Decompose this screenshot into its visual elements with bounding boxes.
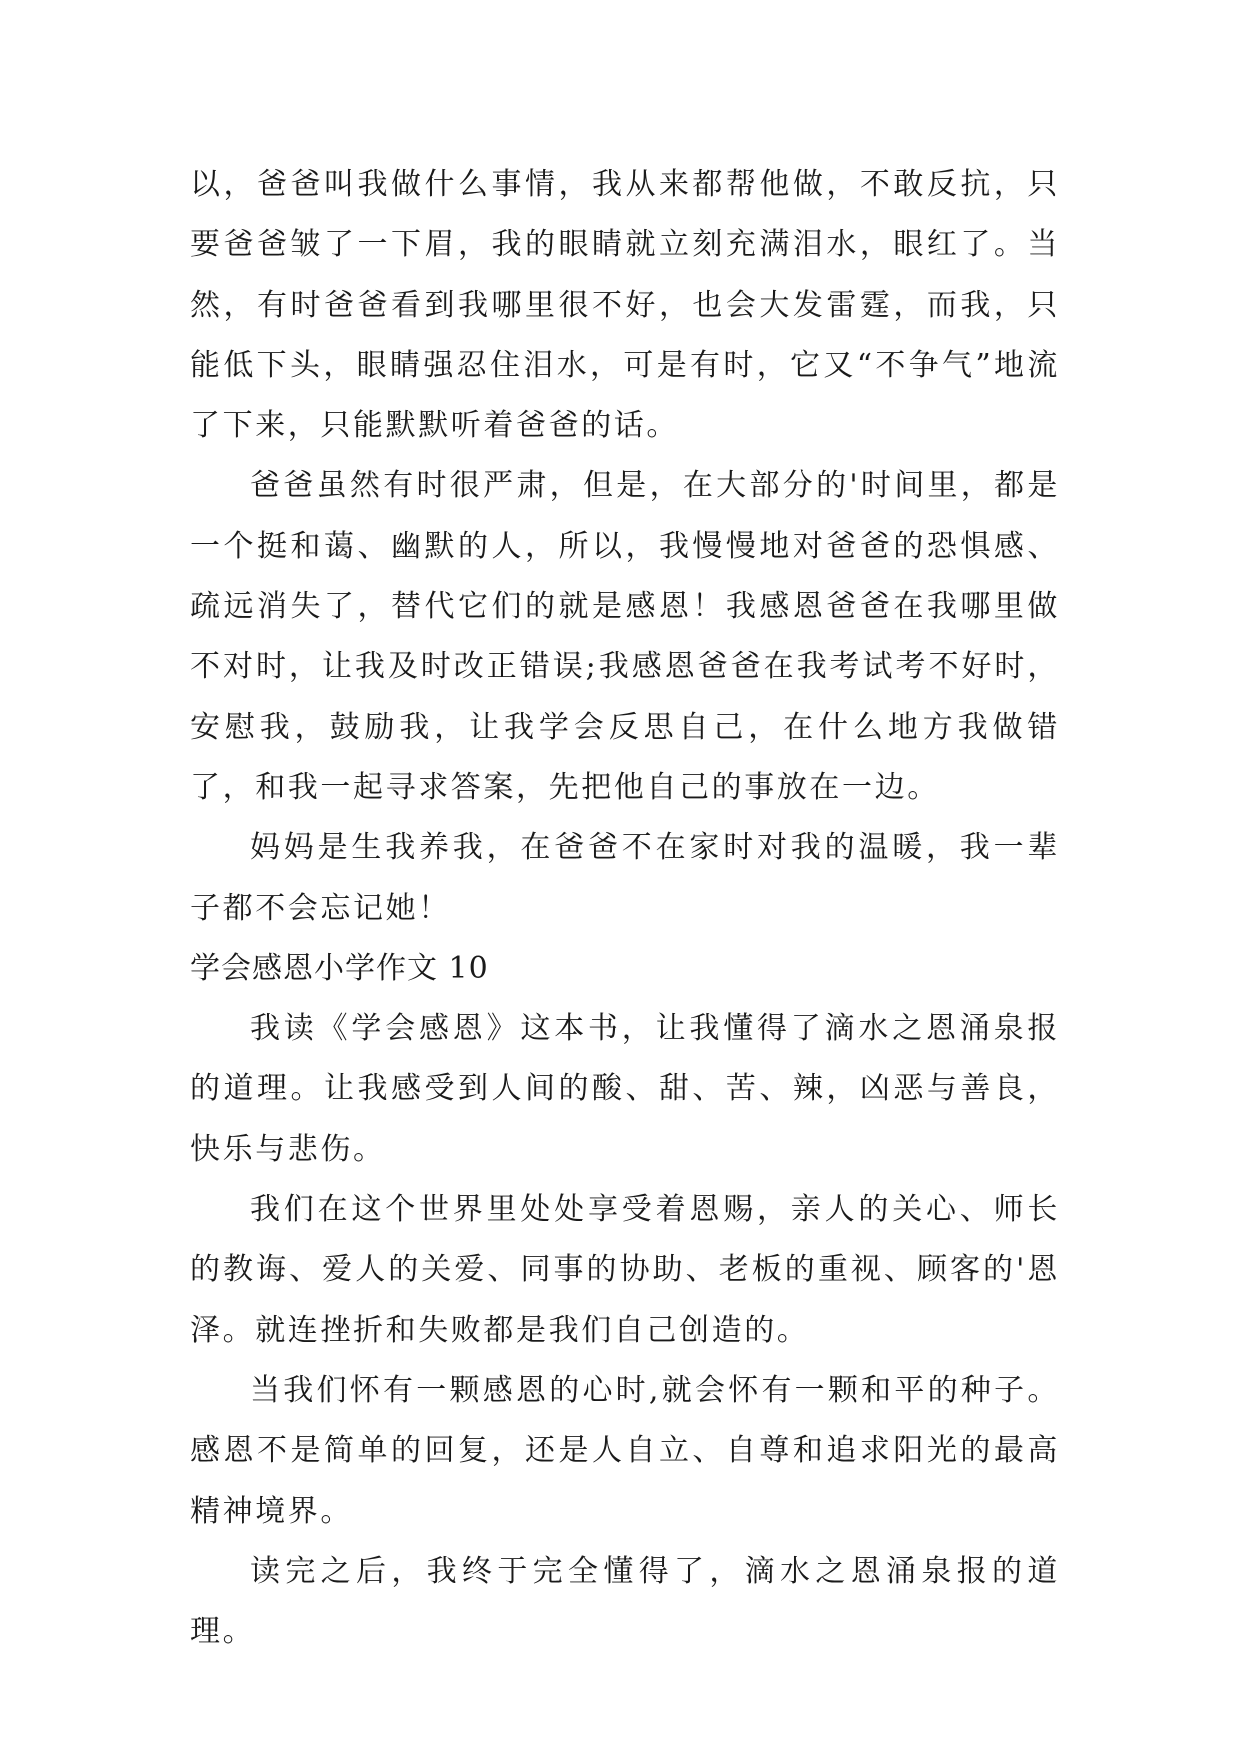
paragraph: 读完之后，我终于完全懂得了，滴水之恩涌泉报的道理。	[190, 1553, 1060, 1650]
paragraph: 当我们怀有一颗感恩的心时,就会怀有一颗和平的种子。感恩不是简单的回复，还是人自立、自尊和追求阳光的最高精神境界。	[190, 1372, 1060, 1529]
section-heading: 学会感恩小学作文 10	[190, 950, 489, 986]
paragraph-continued: 以，爸爸叫我做什么事情，我从来都帮他做，不敢反抗，只要爸爸皱了一下眉，我的眼睛就立刻充满泪水，眼红了。当然，有时爸爸看到我哪里很不好，也会大发雷霆，而我，只能低下头，眼睛强忍住泪水，可是有时，它又“不争气”地流了下来，只能默默听着爸爸的话。	[190, 167, 1060, 444]
document-page	[190, 155, 1060, 1662]
paragraph: 我们在这个世界里处处享受着恩赐，亲人的关心、师长的教诲、爱人的关爱、同事的协助、老板的重视、顾客的'恩泽。就连挫折和失败都是我们自己创造的。	[190, 1192, 1060, 1348]
paragraph: 我读《学会感恩》这本书，让我懂得了滴水之恩涌泉报的道理。让我感受到人间的酸、甜、苦、辣，凶恶与善良，快乐与悲伤。	[190, 1011, 1060, 1167]
paragraph: 爸爸虽然有时很严肃，但是，在大部分的'时间里，都是一个挺和蔼、幽默的人，所以，我慢慢地对爸爸的恐惧感、疏远消失了，替代它们的就是感恩！我感恩爸爸在我哪里做不对时，让我及时改正错误;我感恩爸爸在我考试考不好时，安慰我，鼓励我，让我学会反思自己，在什么地方我做错了，和我一起寻求答案，先把他自己的事放在一边。	[190, 468, 1060, 805]
paragraph: 妈妈是生我养我，在爸爸不在家时对我的温暖，我一辈子都不会忘记她！	[190, 830, 1060, 926]
